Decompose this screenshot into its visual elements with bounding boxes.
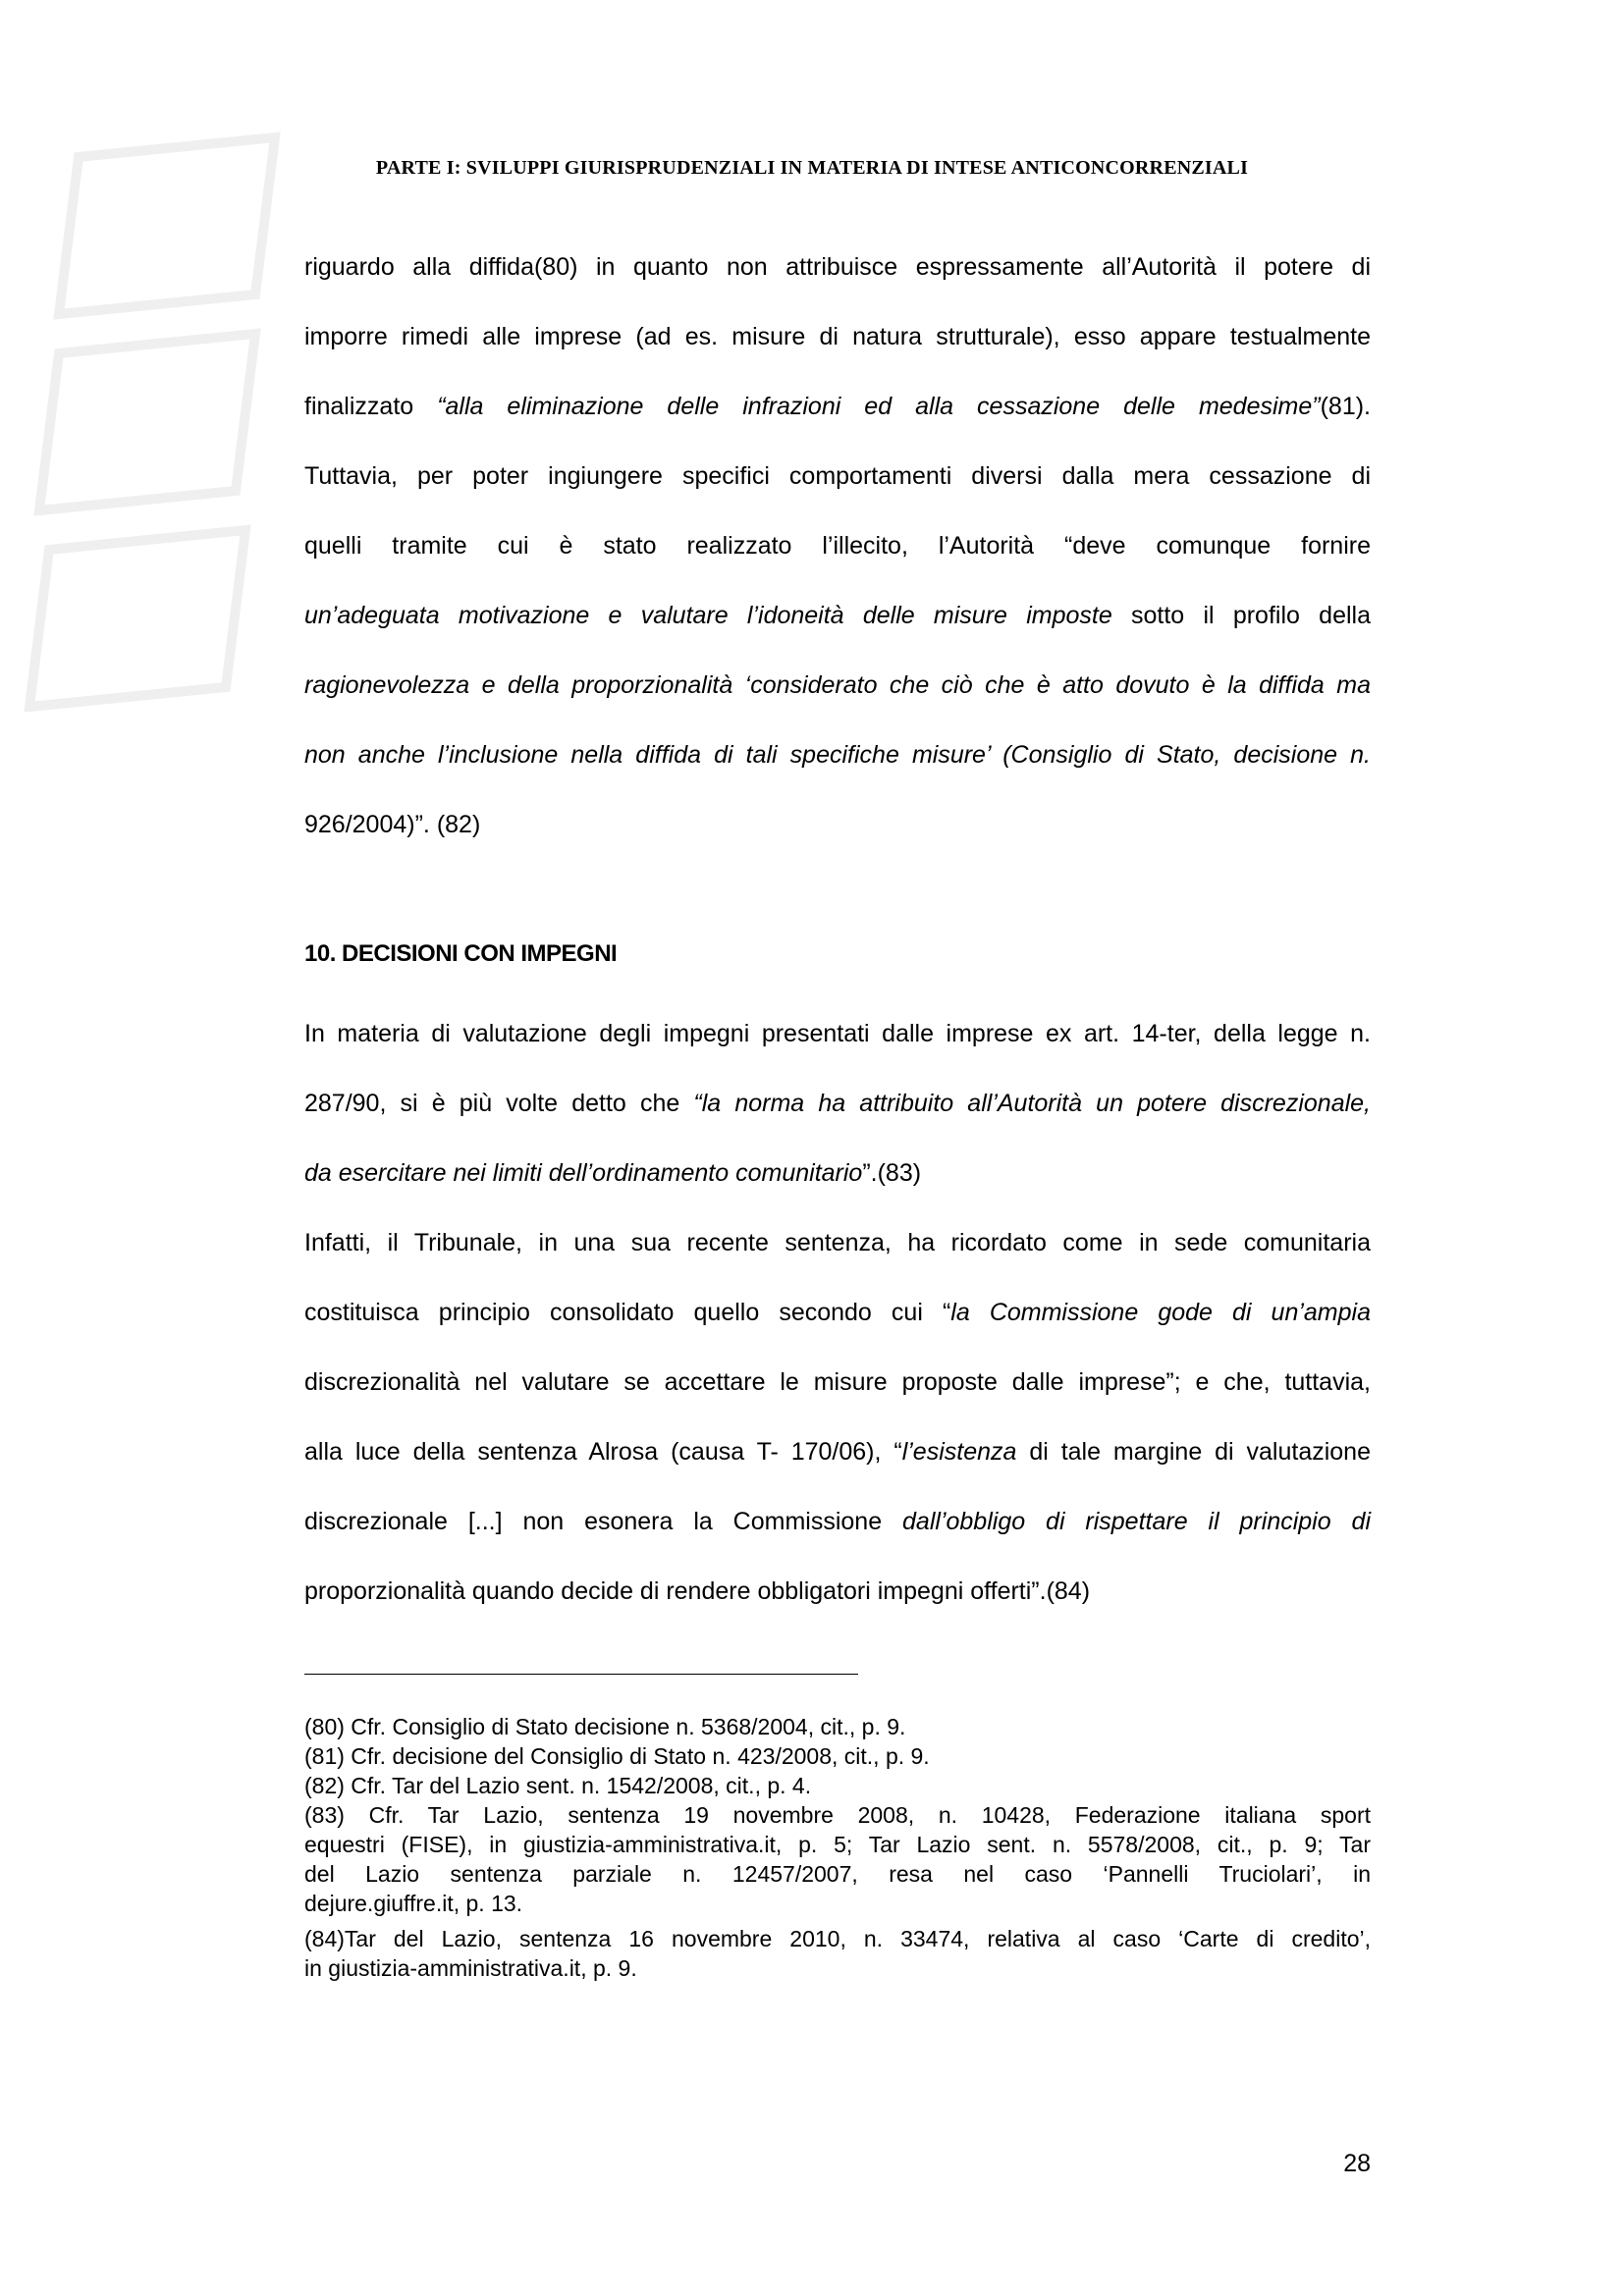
text-line: 926/2004)”. (82): [304, 811, 481, 838]
body-paragraph-2: [304, 999, 1371, 1627]
text-line: Tuttavia, per poter ingiungere specifici comportamenti diversi dalla mera cessazione di: [304, 462, 1371, 490]
footnote-80: (80) Cfr. Consiglio di Stato decisione n. 5368/2004, cit., p. 9.: [304, 1714, 906, 1739]
quote-italic: l’esistenza: [901, 1438, 1017, 1466]
text-line: riguardo alla diffida(80) in quanto non attribuisce espressamente all’Autorità il potere di: [304, 253, 1371, 281]
footnote-81: (81) Cfr. decisione del Consiglio di Stato n. 423/2008, cit., p. 9.: [304, 1743, 930, 1769]
text-line: un’adeguata motivazione e valutare l’idoneità delle misure imposte sotto il profilo della: [304, 602, 1371, 629]
footnote-84-line: in giustizia-amministrativa.it, p. 9.: [304, 1955, 637, 1981]
text-line: costituisca principio consolidato quello secondo cui “la Commissione gode di un’ampia: [304, 1299, 1371, 1326]
footnote-82: (82) Cfr. Tar del Lazio sent. n. 1542/2008, cit., p. 4.: [304, 1773, 812, 1798]
quote-italic: non anche l’inclusione nella diffida di tali specifiche misure’ (Consiglio di Stato, decisione n.: [304, 741, 1371, 769]
text-line: [304, 721, 1371, 790]
text-line: 287/90, si è più volte detto che “la norma ha attribuito all’Autorità un potere discrezionale,: [304, 1090, 1371, 1117]
quote-italic: ragionevolezza e della proporzionalità ‘considerato che ciò che è atto dovuto è la diffida ma: [304, 671, 1371, 699]
text-line: Infatti, il Tribunale, in una sua recente sentenza, ha ricordato come in sede comunitaria: [304, 1229, 1371, 1256]
body-paragraph-1: [304, 233, 1371, 860]
footnote-84-line: (84)Tar del Lazio, sentenza 16 novembre 2010, n. 33474, relativa al caso ‘Carte di credito’,: [304, 1926, 1371, 1951]
text-line: [304, 651, 1371, 721]
quote-italic: da esercitare nei limiti dell’ordinamento comunitario: [304, 1159, 863, 1187]
quote-italic: un’adeguata motivazione e valutare l’idoneità delle misure imposte: [304, 602, 1112, 629]
text-line: proporzionalità quando decide di rendere obbligatori impegni offerti”.(84): [304, 1577, 1091, 1605]
footnote-83-line: equestri (FISE), in giustizia-amministrativa.it, p. 5; Tar Lazio sent. n. 5578/2008, cit., p. 9; Tar: [304, 1832, 1371, 1857]
running-header: PARTE I: SVILUPPI GIURISPRUDENZIALI IN MATERIA DI INTESE ANTICONCORRENZIALI: [375, 157, 1249, 179]
text-line: discrezionale [...] non esonera la Commissione dall’obbligo di rispettare il principio di: [304, 1508, 1371, 1535]
text-line: quelli tramite cui è stato realizzato l’illecito, l’Autorità “deve comunque fornire: [304, 532, 1371, 560]
footnote-83-line: (83) Cfr. Tar Lazio, sentenza 19 novembre 2008, n. 10428, Federazione italiana sport: [304, 1802, 1371, 1828]
watermark-logo: [20, 118, 314, 726]
page-number: 28: [1343, 2150, 1371, 2177]
quote-italic: dall’obbligo di rispettare il principio di: [902, 1508, 1371, 1535]
text-line: In materia di valutazione degli impegni presentati dalle imprese ex art. 14-ter, della legge n.: [304, 1020, 1371, 1047]
section-title: 10. DECISIONI CON IMPEGNI: [304, 940, 618, 967]
footnote-83-line: del Lazio sentenza parziale n. 12457/2007, resa nel caso ‘Pannelli Truciolari’, in: [304, 1861, 1371, 1887]
footnotes: [304, 1713, 1371, 1984]
text-line: da esercitare nei limiti dell’ordinamento comunitario”.(83): [304, 1159, 922, 1187]
footnote-83-line: dejure.giuffre.it, p. 13.: [304, 1891, 523, 1916]
text-line: imporre rimedi alle imprese (ad es. misure di natura strutturale), esso appare testualmente: [304, 323, 1371, 350]
quote-italic: la Commissione gode di un’ampia: [950, 1299, 1371, 1326]
text-line: discrezionalità nel valutare se accettare le misure proposte dalle imprese”; e che, tuttavia,: [304, 1368, 1371, 1396]
quote-italic: “la norma ha attribuito all’Autorità un potere discrezionale,: [693, 1090, 1371, 1117]
text-line: finalizzato “alla eliminazione delle infrazioni ed alla cessazione delle medesime”(81).: [304, 393, 1371, 420]
text-line: alla luce della sentenza Alrosa (causa T- 170/06), “l’esistenza di tale margine di valutazione: [304, 1438, 1371, 1466]
footnote-separator: [304, 1674, 858, 1675]
quote-italic: “alla eliminazione delle infrazioni ed alla cessazione delle medesime”: [437, 393, 1321, 420]
